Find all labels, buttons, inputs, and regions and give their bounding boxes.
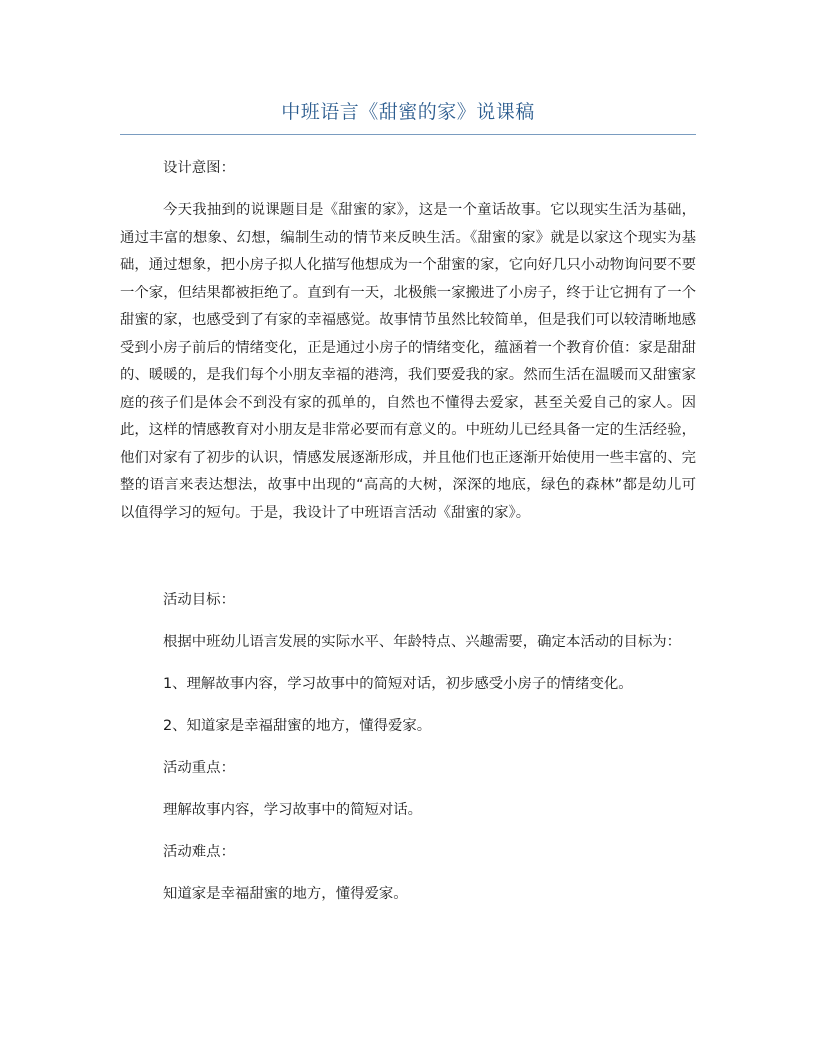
goals-intro: 根据中班幼儿语言发展的实际水平、年龄特点、兴趣需要，确定本活动的目标为： <box>163 634 682 650</box>
difficulty-heading: 活动难点： <box>163 844 235 860</box>
goal-item-2: 2、知道家是幸福甜蜜的地方，懂得爱家。 <box>163 718 432 734</box>
design-intent-heading: 设计意图： <box>163 160 235 176</box>
document-title: 中班语言《甜蜜的家》说课稿 <box>281 101 535 123</box>
key-point-heading: 活动重点： <box>163 760 235 776</box>
design-intent-body: 今天我抽到的说课题目是《甜蜜的家》，这是一个童话故事。它以现实生活为基础，通过丰富的想象、幻想，编制生动的情节来反映生活。《甜蜜的家》就是以家这个现实为基础，通过想象，把小房子拟人化描写他想成为一个甜蜜的家，它向好几只小动物询问要不要一个家，但结果都被拒绝了。直到有一天，北极熊一家搬进了小房子，终于让它拥有了一个甜蜜的家，也感受到了有家的幸福感觉。故事情节虽然比较简单，但是我们可以较清晰地感受到小房子前后的情绪变化，正是通过小房子的情绪变化，蕴涵着一个教育价值：家是甜甜的、暖暖的，是我们每个小朋友幸福的港湾，我们要爱我的家。然而生活在温暖而又甜蜜家庭的孩子们是体会不到没有家的孤单的，自然也不懂得去爱家，甚至关爱自己的家人。因此，这样的情感教育对小朋友是非常必要而有意义的。中班幼儿已经具备一定的生活经验，他们对家有了初步的认识，情感发展逐渐形成，并且他们也正逐渐开始使用一些丰富的、完整的语言来表达想法，故事中出现的“高高的大树，深深的地底，绿色的森林”都是幼儿可以值得学习的短句。于是，我设计了中班语言活动《甜蜜的家》。 <box>120 202 696 521</box>
key-point-body: 理解故事内容，学习故事中的简短对话。 <box>163 802 423 818</box>
difficulty-body: 知道家是幸福甜蜜的地方，懂得爱家。 <box>163 886 408 902</box>
goal-item-1: 1、理解故事内容，学习故事中的简短对话，初步感受小房子的情绪变化。 <box>163 676 633 692</box>
title-underline <box>120 134 696 135</box>
goals-heading: 活动目标： <box>163 592 235 608</box>
